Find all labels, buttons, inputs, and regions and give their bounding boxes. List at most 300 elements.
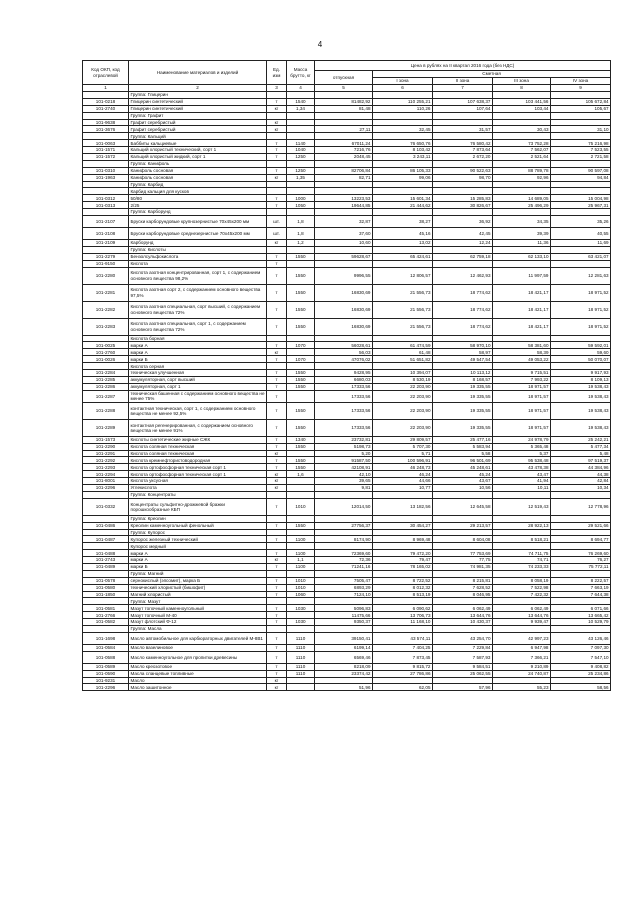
table-row bbox=[83, 443, 611, 450]
row-zone-2-price bbox=[433, 260, 493, 267]
row-zone-2-price: 57,96 bbox=[433, 684, 493, 691]
row-unit bbox=[267, 209, 287, 216]
row-zone-1-price: 7 404,25 bbox=[373, 644, 433, 651]
row-zone-1-price: 22 203,90 bbox=[373, 390, 433, 402]
row-code bbox=[83, 529, 129, 536]
row-zone-2-price: 77,75 bbox=[433, 557, 493, 564]
row-release-price: 56028,61 bbox=[315, 342, 373, 349]
row-zone-1-price: 8 103,42 bbox=[373, 147, 433, 154]
row-zone-2-price: 5 583,94 bbox=[433, 443, 493, 450]
row-zone-1-price bbox=[373, 209, 433, 216]
row-unit: кг bbox=[267, 677, 287, 684]
row-mass: 1010 bbox=[287, 584, 315, 591]
row-code: 101-2287 bbox=[83, 390, 129, 402]
row-name: Купорос медный bbox=[129, 543, 267, 550]
row-zone-1-price: 13 182,56 bbox=[373, 498, 433, 515]
row-release-price: 59628,67 bbox=[315, 253, 373, 260]
row-code bbox=[83, 570, 129, 577]
row-zone-1-price: 30 454,27 bbox=[373, 522, 433, 529]
header-release: отпускная bbox=[315, 71, 373, 85]
table-row bbox=[83, 363, 611, 370]
row-code: 101-8001 bbox=[83, 478, 129, 485]
row-zone-3-price: 103,44 bbox=[493, 105, 551, 112]
row-zone-1-price: 6 090,62 bbox=[373, 605, 433, 612]
row-unit: т bbox=[267, 498, 287, 515]
row-zone-3-price: 73 752,28 bbox=[493, 140, 551, 147]
row-mass: 1030 bbox=[287, 605, 315, 612]
row-mass bbox=[287, 260, 315, 267]
row-zone-1-price bbox=[373, 119, 433, 126]
row-unit: т bbox=[267, 644, 287, 651]
row-zone-1-price: 21 444,62 bbox=[373, 202, 433, 209]
row-unit: т bbox=[267, 98, 287, 105]
row-zone-1-price: 65 424,61 bbox=[373, 253, 433, 260]
row-mass bbox=[287, 684, 315, 691]
table-row bbox=[83, 557, 611, 564]
row-zone-4-price bbox=[551, 246, 611, 253]
row-mass: 1,8 bbox=[287, 216, 315, 228]
row-code bbox=[83, 188, 129, 195]
row-release-price: 67011,24 bbox=[315, 140, 373, 147]
table-row bbox=[83, 202, 611, 209]
row-mass: 1110 bbox=[287, 663, 315, 670]
row-zone-2-price bbox=[433, 529, 493, 536]
table-row bbox=[83, 598, 611, 605]
row-zone-2-price bbox=[433, 491, 493, 498]
row-name: 2/25 bbox=[129, 202, 267, 209]
row-unit: т bbox=[267, 536, 287, 543]
row-code: 101-2107 bbox=[83, 216, 129, 228]
row-zone-4-price: 75 772,11 bbox=[551, 563, 611, 570]
row-zone-4-price: 75 216,98 bbox=[551, 140, 611, 147]
row-mass bbox=[287, 677, 315, 684]
row-mass: 1110 bbox=[287, 651, 315, 663]
row-name: Группа: Кислоты bbox=[129, 246, 267, 253]
row-zone-1-price bbox=[373, 570, 433, 577]
row-name: марки А bbox=[129, 550, 267, 557]
row-zone-2-price: 58 970,10 bbox=[433, 342, 493, 349]
row-zone-3-price: 28 922,13 bbox=[493, 522, 551, 529]
row-zone-1-price bbox=[373, 112, 433, 119]
column-number: 2 bbox=[129, 85, 267, 92]
row-code: 101-0488 bbox=[83, 550, 129, 557]
row-mass bbox=[287, 478, 315, 485]
row-code: 101-0218 bbox=[83, 98, 129, 105]
row-release-price bbox=[315, 133, 373, 140]
row-zone-1-price: 8 513,19 bbox=[373, 591, 433, 598]
row-name: марки А bbox=[129, 349, 267, 356]
row-code: 101-2108 bbox=[83, 228, 129, 240]
row-zone-4-price bbox=[551, 112, 611, 119]
row-zone-2-price bbox=[433, 677, 493, 684]
row-zone-1-price: 8 969,48 bbox=[373, 536, 433, 543]
header-zone-4: IV зона bbox=[551, 78, 611, 85]
row-release-price bbox=[315, 260, 373, 267]
row-zone-2-price: 18 774,62 bbox=[433, 284, 493, 301]
row-unit: кг bbox=[267, 119, 287, 126]
row-release-price bbox=[315, 246, 373, 253]
row-release-price: 27756,37 bbox=[315, 522, 373, 529]
row-mass bbox=[287, 598, 315, 605]
row-zone-2-price: 31,57 bbox=[433, 126, 493, 133]
row-code: 101-2281 bbox=[83, 284, 129, 301]
row-name: Углекислота bbox=[129, 484, 267, 491]
row-unit: т bbox=[267, 260, 287, 267]
row-zone-2-price bbox=[433, 160, 493, 167]
row-zone-2-price: 45 248,61 bbox=[433, 464, 493, 471]
row-zone-3-price: 8 518,21 bbox=[493, 536, 551, 543]
row-mass: 1040 bbox=[287, 147, 315, 154]
row-zone-4-price: 25 234,86 bbox=[551, 670, 611, 677]
row-name: Бруски карборундовые среднезернистые 70х45х200 мм bbox=[129, 228, 267, 240]
table-row bbox=[83, 684, 611, 691]
row-zone-4-price: 59 592,01 bbox=[551, 342, 611, 349]
table-row bbox=[83, 383, 611, 390]
row-mass: 1250 bbox=[287, 154, 315, 161]
row-code: 101-2279 bbox=[83, 253, 129, 260]
row-code: 101-2760 bbox=[83, 349, 129, 356]
table-row bbox=[83, 195, 611, 202]
row-name: Группа: Карборунд bbox=[129, 209, 267, 216]
row-zone-1-price: 22 203,90 bbox=[373, 419, 433, 436]
row-mass bbox=[287, 188, 315, 195]
row-zone-3-price: 55,23 bbox=[493, 684, 551, 691]
page-number: 4 bbox=[317, 40, 323, 49]
row-release-price: 81,48 bbox=[315, 105, 373, 112]
row-zone-3-price bbox=[493, 188, 551, 195]
column-number: 8 bbox=[493, 85, 551, 92]
row-code: 101-1698 bbox=[83, 632, 129, 644]
table-row bbox=[83, 612, 611, 619]
row-release-price bbox=[315, 188, 373, 195]
row-zone-2-price bbox=[433, 246, 493, 253]
table-row bbox=[83, 670, 611, 677]
row-unit bbox=[267, 188, 287, 195]
row-mass: 1100 bbox=[287, 536, 315, 543]
table-row bbox=[83, 570, 611, 577]
row-zone-4-price: 58,56 bbox=[551, 684, 611, 691]
row-mass bbox=[287, 450, 315, 457]
row-zone-3-price: 43,47 bbox=[493, 471, 551, 478]
row-zone-4-price: 18 971,52 bbox=[551, 318, 611, 335]
row-mass: 1550 bbox=[287, 402, 315, 419]
row-zone-1-price: 86 105,33 bbox=[373, 167, 433, 174]
row-release-price: 6680,03 bbox=[315, 376, 373, 383]
row-mass: 1110 bbox=[287, 644, 315, 651]
row-zone-3-price: 42 997,23 bbox=[493, 632, 551, 644]
row-zone-2-price: 18 774,62 bbox=[433, 318, 493, 335]
header-code: Код ОКП, код отраслевой bbox=[83, 61, 129, 85]
row-mass: 1540 bbox=[287, 98, 315, 105]
row-unit: т bbox=[267, 577, 287, 584]
row-zone-4-price: 76 269,60 bbox=[551, 550, 611, 557]
row-unit: т bbox=[267, 376, 287, 383]
row-zone-2-price bbox=[433, 335, 493, 342]
row-release-price: 16830,69 bbox=[315, 318, 373, 335]
row-zone-1-price: 76 650,76 bbox=[373, 140, 433, 147]
row-unit: т bbox=[267, 419, 287, 436]
row-zone-1-price: 100 596,91 bbox=[373, 457, 433, 464]
row-unit bbox=[267, 160, 287, 167]
row-zone-4-price bbox=[551, 491, 611, 498]
row-code: 101-0313 bbox=[83, 202, 129, 209]
table-row bbox=[83, 267, 611, 284]
row-name: Кислоты синтетические жирные СЖК bbox=[129, 436, 267, 443]
row-zone-4-price: 59,60 bbox=[551, 349, 611, 356]
row-release-price: 27,11 bbox=[315, 126, 373, 133]
header-name: Наименование материалов и изделий bbox=[129, 61, 267, 85]
row-zone-2-price: 77 753,69 bbox=[433, 550, 493, 557]
row-code: 101-2743 bbox=[83, 557, 129, 564]
header-price-group: Цена в рублях на II квартал 2016 года (без НДС) bbox=[315, 61, 611, 71]
row-name: Масла сланцевые топливные bbox=[129, 670, 267, 677]
table-row bbox=[83, 98, 611, 105]
row-mass bbox=[287, 570, 315, 577]
row-release-price: 17333,56 bbox=[315, 383, 373, 390]
row-mass: 1110 bbox=[287, 670, 315, 677]
row-mass bbox=[287, 246, 315, 253]
row-code: 101-2289 bbox=[83, 419, 129, 436]
row-zone-2-price: 25 062,55 bbox=[433, 670, 493, 677]
table-row bbox=[83, 563, 611, 570]
row-release-price: 72369,60 bbox=[315, 550, 373, 557]
row-release-price: 82706,84 bbox=[315, 167, 373, 174]
row-mass: 1550 bbox=[287, 267, 315, 284]
row-release-price: 12014,50 bbox=[315, 498, 373, 515]
row-zone-3-price: 30,43 bbox=[493, 126, 551, 133]
row-zone-1-price: 110 255,21 bbox=[373, 98, 433, 105]
row-unit: кг bbox=[267, 349, 287, 356]
row-mass: 1010 bbox=[287, 577, 315, 584]
row-zone-4-price: 19 538,43 bbox=[551, 402, 611, 419]
table-row bbox=[83, 154, 611, 161]
row-unit bbox=[267, 133, 287, 140]
row-name: аккумуляторная, сорт 1 bbox=[129, 383, 267, 390]
table-row bbox=[83, 644, 611, 651]
row-zone-2-price: 107 638,37 bbox=[433, 98, 493, 105]
row-unit bbox=[267, 112, 287, 119]
row-zone-4-price: 2 721,58 bbox=[551, 154, 611, 161]
row-code: 101-2290 bbox=[83, 443, 129, 450]
row-unit: т bbox=[267, 563, 287, 570]
row-mass: 1550 bbox=[287, 457, 315, 464]
row-name: Бруски карборундовые крупнозернистые 70х45х200 мм bbox=[129, 216, 267, 228]
row-zone-1-price: 61 474,59 bbox=[373, 342, 433, 349]
row-zone-1-price: 99,06 bbox=[373, 174, 433, 181]
row-zone-1-price: 44,66 bbox=[373, 478, 433, 485]
row-unit: т bbox=[267, 342, 287, 349]
row-mass: 1,35 bbox=[287, 174, 315, 181]
table-row bbox=[83, 522, 611, 529]
row-zone-3-price: 6 062,49 bbox=[493, 605, 551, 612]
row-zone-4-price bbox=[551, 119, 611, 126]
row-zone-1-price: 13 706,73 bbox=[373, 612, 433, 619]
row-name: Группа: Глицерин bbox=[129, 92, 267, 99]
table-row bbox=[83, 301, 611, 318]
row-unit bbox=[267, 246, 287, 253]
row-zone-3-price: 43 478,38 bbox=[493, 464, 551, 471]
table-row bbox=[83, 284, 611, 301]
row-zone-3-price: 88 789,78 bbox=[493, 167, 551, 174]
row-mass: 1550 bbox=[287, 253, 315, 260]
row-release-price: 17333,56 bbox=[315, 402, 373, 419]
row-mass: 1250 bbox=[287, 167, 315, 174]
row-zone-4-price bbox=[551, 335, 611, 342]
row-zone-3-price: 62 133,10 bbox=[493, 253, 551, 260]
row-zone-3-price: 74 711,75 bbox=[493, 550, 551, 557]
row-zone-2-price: 45,24 bbox=[433, 471, 493, 478]
row-mass bbox=[287, 543, 315, 550]
row-name: Графит серебристый bbox=[129, 126, 267, 133]
row-release-price: 51,96 bbox=[315, 684, 373, 691]
row-name: марки Б bbox=[129, 563, 267, 570]
row-name: контактная техническая, сорт 1, с содержанием основного вещества не менее 92,5% bbox=[129, 402, 267, 419]
row-code: 101-9231 bbox=[83, 677, 129, 684]
row-zone-3-price: 39,39 bbox=[493, 228, 551, 240]
row-mass: 1000 bbox=[287, 195, 315, 202]
row-unit: кг bbox=[267, 126, 287, 133]
price-table bbox=[82, 60, 611, 691]
row-zone-3-price bbox=[493, 677, 551, 684]
row-zone-4-price: 10,34 bbox=[551, 484, 611, 491]
row-release-price: 47076,02 bbox=[315, 356, 373, 363]
row-zone-4-price: 9 917,93 bbox=[551, 370, 611, 377]
row-release-price: 13223,53 bbox=[315, 195, 373, 202]
row-name: Группа: Концентраты bbox=[129, 491, 267, 498]
row-zone-3-price: 5,37 bbox=[493, 450, 551, 457]
row-zone-1-price: 8 530,19 bbox=[373, 376, 433, 383]
row-zone-2-price: 12 645,58 bbox=[433, 498, 493, 515]
row-zone-4-price bbox=[551, 181, 611, 188]
table-row bbox=[83, 450, 611, 457]
row-zone-2-price: 29 213,57 bbox=[433, 522, 493, 529]
row-zone-1-price bbox=[373, 363, 433, 370]
row-zone-4-price: 13 665,42 bbox=[551, 612, 611, 619]
row-zone-4-price bbox=[551, 598, 611, 605]
row-zone-3-price: 18 971,57 bbox=[493, 383, 551, 390]
row-unit bbox=[267, 363, 287, 370]
row-unit bbox=[267, 529, 287, 536]
row-name: 50/80 bbox=[129, 195, 267, 202]
row-zone-3-price bbox=[493, 92, 551, 99]
row-zone-4-price: 19 538,43 bbox=[551, 419, 611, 436]
row-zone-1-price: 8 012,32 bbox=[373, 584, 433, 591]
row-code bbox=[83, 112, 129, 119]
table-row bbox=[83, 216, 611, 228]
row-zone-3-price: 49 053,22 bbox=[493, 356, 551, 363]
row-release-price bbox=[315, 677, 373, 684]
row-name: марки Б bbox=[129, 356, 267, 363]
row-mass: 1,1 bbox=[287, 557, 315, 564]
row-code: 101-0580 bbox=[83, 584, 129, 591]
row-zone-4-price: 105,67 bbox=[551, 105, 611, 112]
table-row bbox=[83, 119, 611, 126]
row-name: Масло креозотовое bbox=[129, 663, 267, 670]
row-code: 101-1572 bbox=[83, 154, 129, 161]
row-zone-3-price: 95 538,48 bbox=[493, 457, 551, 464]
row-zone-1-price: 79,47 bbox=[373, 557, 433, 564]
row-unit: т bbox=[267, 619, 287, 626]
row-zone-3-price bbox=[493, 246, 551, 253]
row-name: Кислота bbox=[129, 260, 267, 267]
row-zone-3-price: 92,96 bbox=[493, 174, 551, 181]
row-zone-4-price bbox=[551, 209, 611, 216]
row-zone-2-price: 10 430,37 bbox=[433, 619, 493, 626]
row-zone-3-price: 7 562,07 bbox=[493, 147, 551, 154]
row-zone-1-price bbox=[373, 133, 433, 140]
row-zone-4-price: 5,48 bbox=[551, 450, 611, 457]
row-zone-1-price: 38,27 bbox=[373, 216, 433, 228]
table-row bbox=[83, 228, 611, 240]
row-zone-3-price: 25 496,29 bbox=[493, 202, 551, 209]
row-zone-3-price bbox=[493, 570, 551, 577]
row-code: 101-2291 bbox=[83, 450, 129, 457]
row-mass bbox=[287, 515, 315, 522]
row-release-price: 39,65 bbox=[315, 478, 373, 485]
row-zone-4-price bbox=[551, 133, 611, 140]
row-zone-2-price: 58,97 bbox=[433, 349, 493, 356]
row-zone-3-price: 18 421,17 bbox=[493, 284, 551, 301]
row-zone-4-price: 19 538,43 bbox=[551, 390, 611, 402]
table-row bbox=[83, 160, 611, 167]
row-zone-1-price: 46,24 bbox=[373, 471, 433, 478]
row-zone-3-price: 58,39 bbox=[493, 349, 551, 356]
row-name: Мазут топочный М-40 bbox=[129, 612, 267, 619]
row-unit: кг bbox=[267, 471, 287, 478]
row-release-price: 7216,76 bbox=[315, 147, 373, 154]
row-release-price: 9996,55 bbox=[315, 267, 373, 284]
row-zone-2-price: 43,67 bbox=[433, 478, 493, 485]
row-zone-4-price: 7 097,30 bbox=[551, 644, 611, 651]
row-name: Кислота азотная концентрированная, сорт 1, с содержанием основного вещества 98,2% bbox=[129, 267, 267, 284]
row-zone-4-price: 7 663,19 bbox=[551, 584, 611, 591]
table-row bbox=[83, 105, 611, 112]
table-row bbox=[83, 402, 611, 419]
row-name: марки А bbox=[129, 557, 267, 564]
row-zone-2-price: 12 462,93 bbox=[433, 267, 493, 284]
row-zone-2-price: 5,58 bbox=[433, 450, 493, 457]
row-code bbox=[83, 363, 129, 370]
row-zone-4-price: 90 597,08 bbox=[551, 167, 611, 174]
row-name: Масло автомобильное для карбюраторных двигателей М-8В1 bbox=[129, 632, 267, 644]
row-release-price bbox=[315, 209, 373, 216]
row-zone-4-price: 42,84 bbox=[551, 478, 611, 485]
row-name: Кислота азотная специальная, сорт высший, с содержанием основного вещества 72% bbox=[129, 301, 267, 318]
row-unit bbox=[267, 543, 287, 550]
row-zone-2-price bbox=[433, 188, 493, 195]
row-unit bbox=[267, 335, 287, 342]
row-name: Группа: Мазут bbox=[129, 598, 267, 605]
row-name: Группа: Кальций bbox=[129, 133, 267, 140]
row-release-price: 2048,45 bbox=[315, 154, 373, 161]
table-row bbox=[83, 651, 611, 663]
row-zone-3-price: 9 715,51 bbox=[493, 370, 551, 377]
row-zone-1-price bbox=[373, 181, 433, 188]
column-number: 3 bbox=[267, 85, 287, 92]
row-code: 101-0312 bbox=[83, 195, 129, 202]
table-row bbox=[83, 419, 611, 436]
row-zone-1-price: 15 601,34 bbox=[373, 195, 433, 202]
row-mass: 1550 bbox=[287, 284, 315, 301]
row-zone-2-price: 8 168,57 bbox=[433, 376, 493, 383]
row-release-price: 16830,69 bbox=[315, 301, 373, 318]
row-zone-1-price bbox=[373, 260, 433, 267]
row-zone-1-price: 46 248,73 bbox=[373, 464, 433, 471]
row-zone-2-price: 7 628,52 bbox=[433, 584, 493, 591]
row-zone-3-price: 8 058,19 bbox=[493, 577, 551, 584]
row-release-price: 37,60 bbox=[315, 228, 373, 240]
row-zone-4-price bbox=[551, 363, 611, 370]
